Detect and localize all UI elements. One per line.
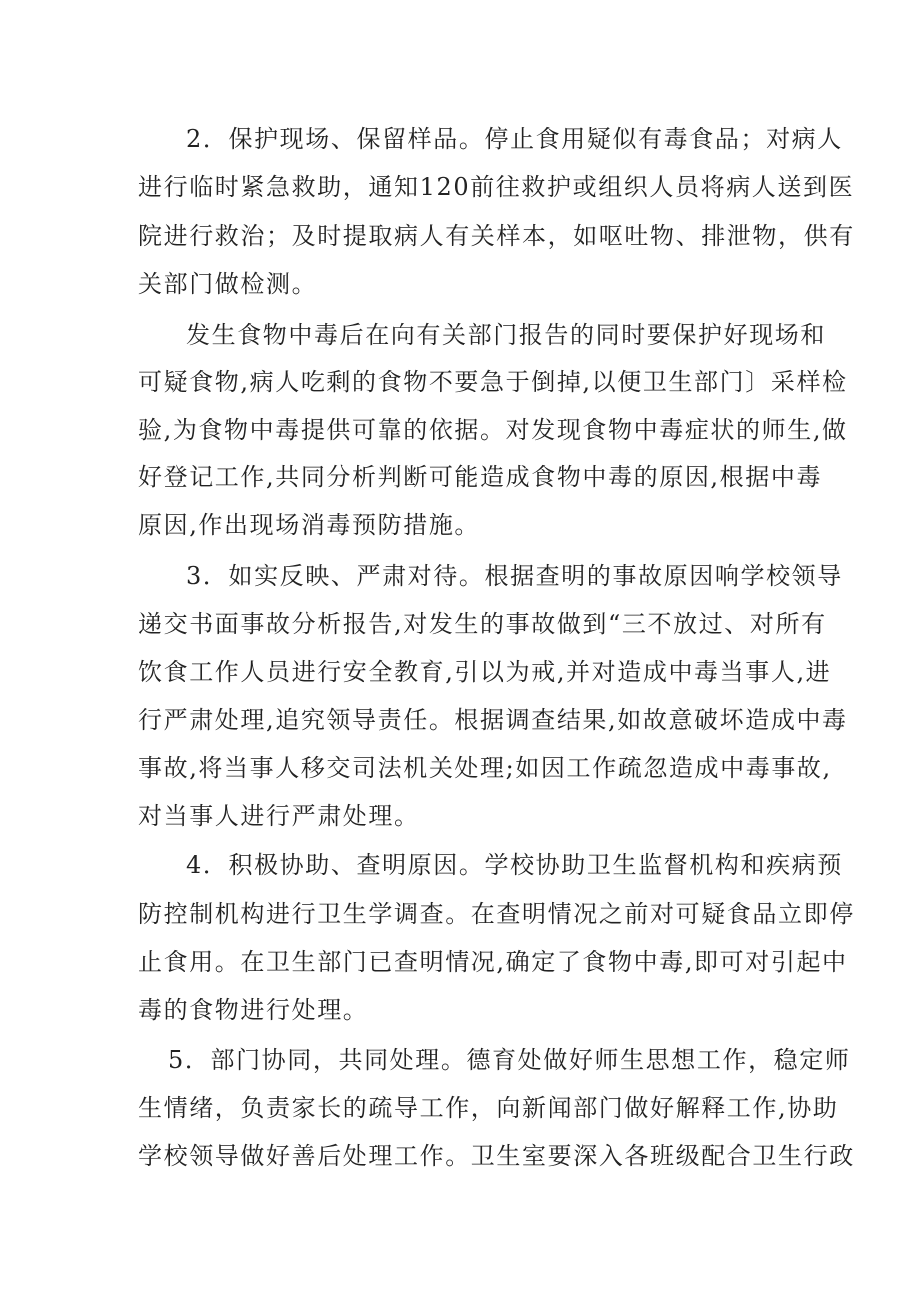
paragraph-4-line-2: 防控制机构进行卫生学调查。在查明情况之前对可疑食品立即停 — [138, 900, 855, 928]
paragraph-3-line-6: 对当事人进行严肃处理。 — [138, 802, 420, 830]
paragraph-4-line-3: 止食用。在卫生部门已查明情况,确定了食物中毒,即可对引起中 — [138, 948, 848, 976]
paragraph-2-line-5: 原因,作出现场消毒预防措施。 — [138, 511, 481, 539]
paragraph-1-line-3: 院进行救治；及时提取病人有关样本，如呕吐物、排泄物，供有 — [138, 222, 855, 250]
paragraph-5-line-1: 5．部门协同，共同处理。德育处做好师生思想工作，稳定师 — [168, 1046, 851, 1074]
paragraph-1-line-4: 关部门做检测。 — [138, 270, 318, 298]
paragraph-2-line-2: 可疑食物,病人吃剩的食物不要急于倒掉,以便卫生部门〕采样检 — [138, 368, 848, 396]
paragraph-2-line-4: 好登记工作,共同分析判断可能造成食物中毒的原因,根据中毒 — [138, 463, 823, 491]
paragraph-3-line-1: 3．如实反映、严肃对待。根据查明的事故原因响学校领导 — [186, 562, 843, 590]
paragraph-3-line-2: 递交书面事故分析报告,对发生的事故做到“三不放过、对所有 — [138, 610, 827, 638]
paragraph-5-line-3: 学校领导做好善后处理工作。卫生室要深入各班级配合卫生行政 — [138, 1142, 855, 1170]
paragraph-2-line-3: 验,为食物中毒提供可靠的依据。对发现食物中毒症状的师生,做 — [138, 416, 848, 444]
paragraph-3-line-5: 事故,将当事人移交司法机关处理;如因工作疏忽造成中毒事故, — [138, 754, 832, 782]
paragraph-4-line-4: 毒的食物进行处理。 — [138, 996, 369, 1024]
paragraph-2-line-1: 发生食物中毒后在向有关部门报告的同时要保护好现场和 — [186, 321, 826, 349]
paragraph-1-line-2: 进行临时紧急救助，通知120前往救护或组织人员将病人送到医 — [138, 173, 855, 201]
paragraph-3-line-4: 行严肃处理,追究领导责任。根据调查结果,如故意破坏造成中毒 — [138, 706, 848, 734]
paragraph-5-line-2: 生情绪，负责家长的疏导工作，向新闻部门做好解释工作,协助 — [138, 1094, 839, 1122]
paragraph-3-line-3: 饮食工作人员进行安全教育,引以为戒,并对造成中毒当事人,进 — [138, 658, 832, 686]
paragraph-4-line-1: 4．积极协助、查明原因。学校协助卫生监督机构和疾病预 — [186, 851, 843, 879]
paragraph-1-line-1: 2．保护现场、保留样品。停止食用疑似有毒食品；对病人 — [186, 125, 843, 153]
